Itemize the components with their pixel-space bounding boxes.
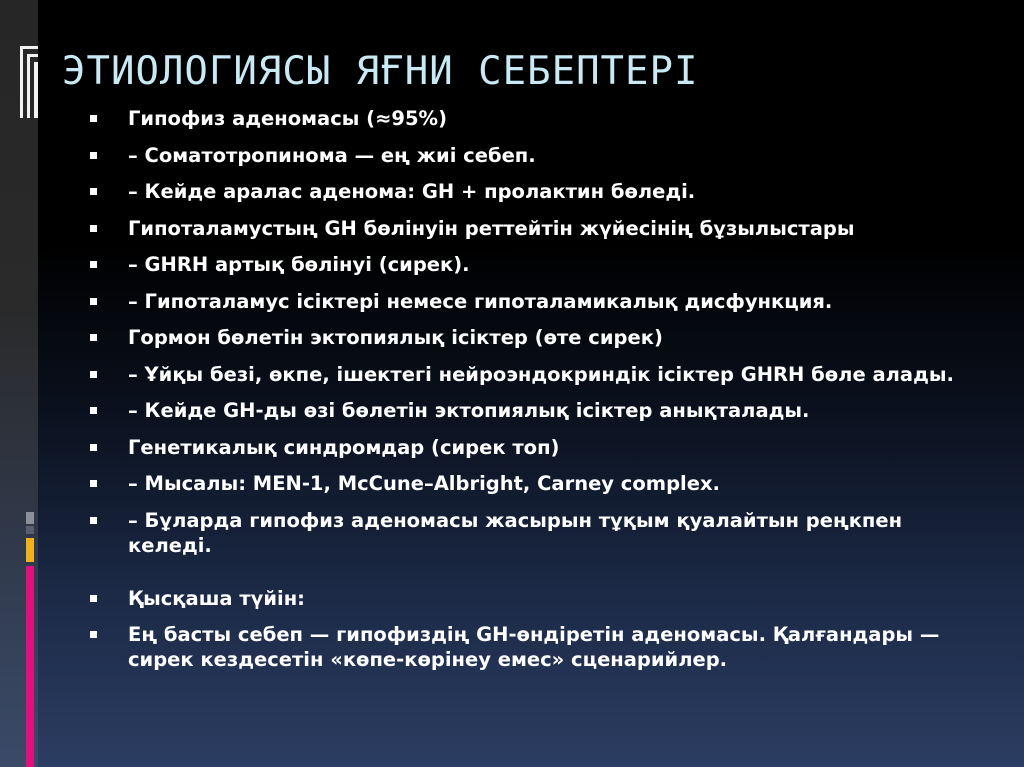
square-bullet-icon (90, 152, 97, 159)
bullet-item (84, 106, 974, 131)
bullet-item (84, 586, 974, 611)
square-bullet-icon (90, 631, 97, 638)
square-bullet-icon (90, 371, 97, 378)
window-lines-decoration-icon (20, 46, 38, 118)
bullet-text: – GHRH артық бөлінуі (сирек). (128, 253, 470, 276)
bullet-item (84, 622, 974, 672)
square-bullet-icon (90, 298, 97, 305)
square-bullet-icon (90, 480, 97, 487)
bullet-text: Гипоталамустың GH бөлінуін реттейтін жүйесінің бұзылыстары (128, 216, 855, 240)
bullet-text: – Кейде аралас аденома: GH + пролактин бөледі. (128, 180, 696, 203)
bullet-item (84, 325, 974, 350)
bullet-text: Ең басты себеп — гипофиздің GH-өндіретін аденомасы. Қалғандары — сирек кездесетін «көпе-көрінеу емес» сценарийлер. (128, 623, 940, 671)
bullet-item (84, 252, 974, 277)
bullet-text: – Соматотропинома — ең жиі себеп. (128, 143, 536, 167)
square-bullet-icon (90, 595, 97, 602)
bullet-item (84, 435, 974, 460)
bullet-text: – Ұйқы безі, өкпе, ішектегі нейроэндокриндік ісіктер GHRH бөле алады. (128, 362, 954, 386)
bullet-item (84, 143, 974, 168)
square-bullet-icon (90, 517, 97, 524)
slide-title: ЭТИОЛОГИЯСЫ ЯҒНИ СЕБЕПТЕРІ (62, 49, 699, 94)
square-bullet-icon (90, 407, 97, 414)
square-bullet-icon (90, 444, 97, 451)
bullet-item (84, 398, 974, 423)
bullet-item (84, 216, 974, 241)
bullet-text: – Гипоталамус ісіктері немесе гипоталамикалық дисфункция. (128, 289, 833, 313)
bullet-item (84, 362, 974, 387)
bullet-text: Генетикалық синдромдар (сирек топ) (128, 435, 560, 459)
square-bullet-icon (90, 261, 97, 268)
bullet-item (84, 179, 974, 204)
square-bullet-icon (90, 115, 97, 122)
square-bullet-icon (90, 225, 97, 232)
bullet-text: – Кейде GH-ды өзі бөлетін эктопиялық ісіктер анықталады. (128, 399, 810, 422)
bullet-item (84, 289, 974, 314)
bullet-item (84, 471, 974, 496)
square-bullet-icon (90, 188, 97, 195)
bullet-list (84, 106, 974, 684)
bullet-text: Қысқаша түйін: (128, 586, 305, 610)
bullet-text: – Бұларда гипофиз аденомасы жасырын тұқым қуалайтын реңкпен келеді. (128, 508, 903, 557)
bullet-text: Гипофиз аденомасы (≈95%) (128, 107, 448, 130)
bullet-item (84, 508, 974, 558)
bullet-text: Гормон бөлетін эктопиялық ісіктер (өте сирек) (128, 326, 663, 349)
square-bullet-icon (90, 334, 97, 341)
color-stripe-decoration-icon (26, 512, 36, 767)
bullet-text: – Мысалы: MEN-1, McCune–Albright, Carney complex. (128, 472, 720, 495)
